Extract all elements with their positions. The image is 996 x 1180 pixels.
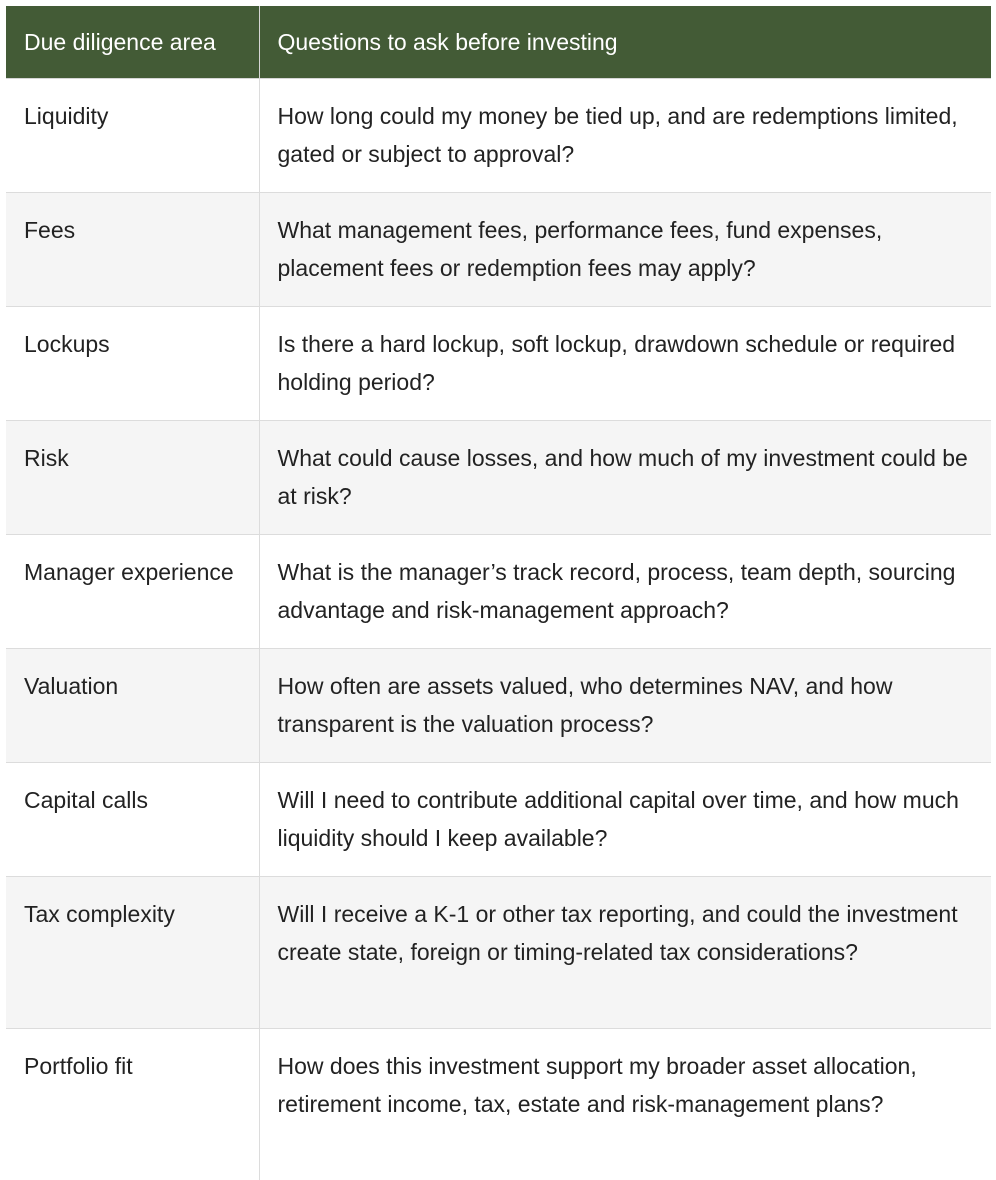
question-cell: How long could my money be tied up, and are redemptions limited, gated or subject to approval? <box>259 79 991 193</box>
table-row <box>6 649 991 763</box>
table-row <box>6 79 991 193</box>
area-cell: Risk <box>6 421 259 535</box>
area-cell: Portfolio fit <box>6 1029 259 1180</box>
question-cell: How often are assets valued, who determines NAV, and how transparent is the valuation process? <box>259 649 991 763</box>
table-row <box>6 535 991 649</box>
table-row <box>6 307 991 421</box>
table-row <box>6 877 991 1029</box>
question-cell: Is there a hard lockup, soft lockup, drawdown schedule or required holding period? <box>259 307 991 421</box>
area-cell: Liquidity <box>6 79 259 193</box>
question-cell: What could cause losses, and how much of my investment could be at risk? <box>259 421 991 535</box>
table-row <box>6 1029 991 1180</box>
column-header-question: Questions to ask before investing <box>259 6 991 79</box>
question-cell: What is the manager’s track record, process, team depth, sourcing advantage and risk-management approach? <box>259 535 991 649</box>
table-row <box>6 193 991 307</box>
due-diligence-table <box>6 6 991 1180</box>
question-cell: Will I need to contribute additional capital over time, and how much liquidity should I keep available? <box>259 763 991 877</box>
question-cell: Will I receive a K-1 or other tax reporting, and could the investment create state, foreign or timing-related tax considerations? <box>259 877 991 1029</box>
column-header-area: Due diligence area <box>6 6 259 79</box>
area-cell: Manager experience <box>6 535 259 649</box>
area-cell: Tax complexity <box>6 877 259 1029</box>
area-cell: Capital calls <box>6 763 259 877</box>
table-row <box>6 421 991 535</box>
table-header-row <box>6 6 991 79</box>
area-cell: Lockups <box>6 307 259 421</box>
area-cell: Valuation <box>6 649 259 763</box>
question-cell: How does this investment support my broader asset allocation, retirement income, tax, estate and risk-management plans? <box>259 1029 991 1180</box>
table-row <box>6 763 991 877</box>
area-cell: Fees <box>6 193 259 307</box>
question-cell: What management fees, performance fees, fund expenses, placement fees or redemption fees may apply? <box>259 193 991 307</box>
